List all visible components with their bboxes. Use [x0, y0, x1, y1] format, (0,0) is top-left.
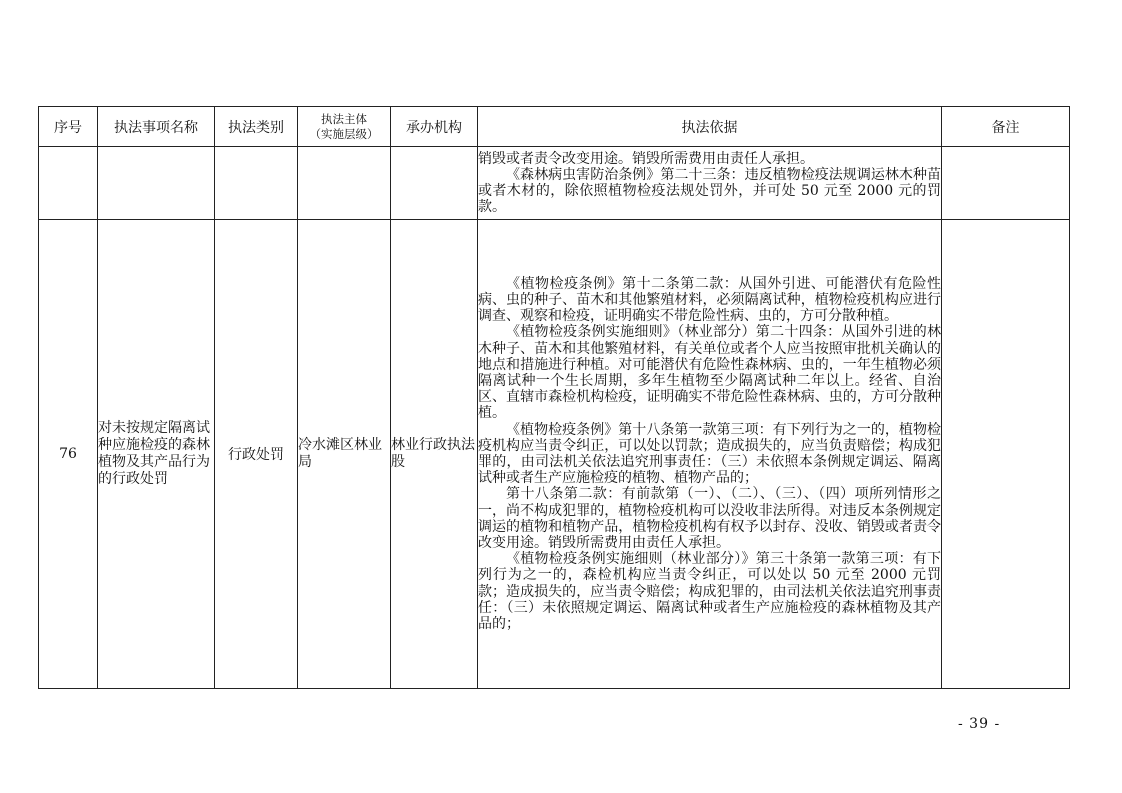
cell-subject-empty — [298, 147, 391, 220]
table-row — [39, 220, 1070, 689]
basis-paragraph: 《森林病虫害防治条例》第二十三条：违反植物检疫法规调运林木种苗或者木材的，除依照植物检疫法规处罚外，并可处 50 元至 2000 元的罚款。 — [478, 166, 941, 216]
cell-item-empty — [98, 147, 215, 220]
header-basis: 执法依据 — [478, 107, 942, 147]
header-subject — [298, 107, 391, 147]
cell-seq: 76 — [39, 220, 98, 689]
enforcement-table — [38, 106, 1070, 689]
cell-category: 行政处罚 — [215, 220, 298, 689]
table-row — [39, 147, 1070, 220]
cell-seq-empty — [39, 147, 98, 220]
header-category: 执法类别 — [215, 107, 298, 147]
header-agency: 承办机构 — [391, 107, 478, 147]
header-seq: 序号 — [39, 107, 98, 147]
cell-basis-continued — [478, 147, 942, 220]
basis-paragraph: 销毁或者责令改变用途。销毁所需费用由责任人承担。 — [478, 150, 814, 167]
cell-subject: 冷水滩区林业局 — [298, 220, 391, 689]
basis-paragraph: 《植物检疫条例》第十二条第二款：从国外引进、可能潜伏有危险性病、虫的种子、苗木和其他繁殖材料，必须隔离试种，植物检疫机构应进行调查、观察和检疫，证明确实不带危险性病、虫的，方可分散种植。 — [478, 275, 941, 325]
cell-remarks-empty — [942, 147, 1070, 220]
cell-agency-empty — [391, 147, 478, 220]
basis-paragraph: 《植物检疫条例实施细则》（林业部分）第二十四条：从国外引进的林木种子、苗木和其他繁殖材料，有关单位或者个人应当按照审批机关确认的地点和措施进行种植。对可能潜伏有危险性森林病、虫的，一年生植物必须隔离试种一个生长周期，多年生植物至少隔离试种二年以上。经省、自治区、直辖市森检机构检疫，证明确实不带危险性森林病、虫的，方可分散种植。 — [478, 324, 941, 422]
basis-paragraph: 《植物检疫条例》第十八条第一款第三项：有下列行为之一的，植物检疫机构应当责令纠正，可以处以罚款；造成损失的，应当负责赔偿；构成犯罪的，由司法机关依法追究刑事责任：（三）未依照本条例规定调运、隔离试种或者生产应施检疫的植物、植物产品的； — [478, 421, 941, 487]
basis-paragraph: 《植物检疫条例实施细则（林业部分）》第三十条第一款第三项：有下列行为之一的，森检机构应当责令纠正，可以处以 50 元至 2000 元罚款；造成损失的，应当责令赔偿；构成犯罪的，由司法机关依法追究刑事责任：（三）未依照规定调运、隔离试种或者生产应施检疫的森林植物及其产品的； — [478, 551, 941, 633]
header-subject-line1: 执法主体 — [321, 111, 367, 126]
table-header-row — [39, 107, 1070, 147]
cell-category-empty — [215, 147, 298, 220]
cell-item-name: 对未按规定隔离试种应施检疫的森林植物及其产品行为的行政处罚 — [98, 220, 215, 689]
cell-remarks — [942, 220, 1070, 689]
cell-agency: 林业行政执法股 — [391, 220, 478, 689]
header-subject-line2: （实施层级） — [309, 126, 379, 141]
header-item-name: 执法事项名称 — [98, 107, 215, 147]
basis-paragraph: 第十八条第二款：有前款第（一）、（二）、（三）、（四）项所列情形之一，尚不构成犯罪的，植物检疫机构可以没收非法所得。对违反本条例规定调运的植物和植物产品，植物检疫机构有权予以封存、没收、销毁或者责令改变用途。销毁所需费用由责任人承担。 — [478, 486, 941, 552]
page-number: - 39 - — [958, 716, 1001, 732]
cell-basis — [478, 220, 942, 689]
header-remarks: 备注 — [942, 107, 1070, 147]
